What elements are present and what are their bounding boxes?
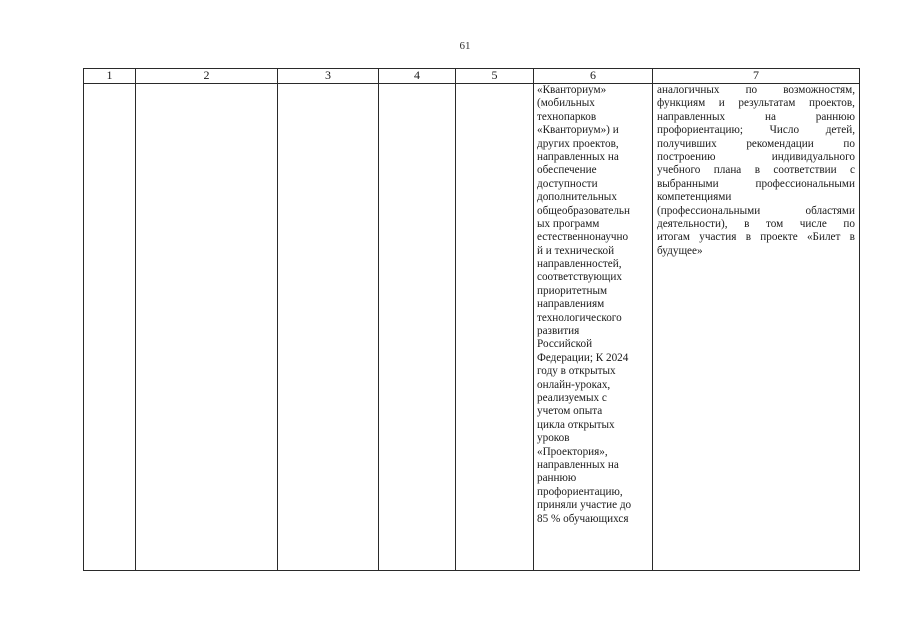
- col6-line: приняли участие до: [537, 499, 632, 512]
- col-divider-5: [533, 68, 534, 571]
- col6-line: дополнительных: [537, 191, 617, 204]
- column-number-6: 6: [590, 68, 596, 82]
- col-divider-4: [455, 68, 456, 571]
- col7-word: «Билет: [806, 231, 841, 244]
- col7-line: компетенциями: [657, 191, 732, 204]
- col6-line: 85 % обучающихся: [537, 512, 629, 525]
- col7-word: аналогичных: [657, 84, 720, 96]
- cell-col6-text: [537, 84, 651, 526]
- col7-line: [657, 218, 855, 231]
- col7-word: возможностям,: [783, 84, 855, 96]
- col6-line: обеспечение: [537, 164, 597, 177]
- col7-line: [657, 97, 855, 110]
- column-number-1: 1: [106, 68, 113, 82]
- col6-line: году в открытых: [537, 365, 616, 378]
- column-number-3: 3: [325, 68, 331, 82]
- col7-word: в: [849, 231, 855, 244]
- column-number-4: 4: [414, 68, 420, 82]
- col7-line: [657, 164, 855, 177]
- col6-line: (мобильных: [537, 97, 595, 110]
- table-bottom-border: [83, 570, 860, 571]
- col6-line: технопарков: [537, 110, 597, 123]
- col6-line: «Кванториум»: [537, 84, 607, 96]
- col7-word: в: [754, 164, 760, 177]
- page-number: 61: [459, 40, 471, 52]
- col7-word: детей,: [825, 124, 855, 137]
- col6-line: направленных на: [537, 458, 619, 471]
- col7-word: в: [744, 217, 750, 230]
- col7-word: соответствии: [773, 164, 837, 177]
- col7-word: с: [850, 164, 855, 177]
- col7-word: на: [764, 110, 776, 123]
- col6-line: доступности: [537, 177, 598, 190]
- col7-word: по: [843, 217, 855, 230]
- col7-line: [657, 124, 855, 137]
- col6-line: технологического: [537, 311, 622, 324]
- col7-word: том: [765, 217, 784, 230]
- col6-line: раннюю: [537, 472, 577, 485]
- col-divider-3: [378, 68, 379, 571]
- col7-word: рекомендации: [746, 137, 814, 150]
- col7-word: профессиональными: [755, 177, 855, 190]
- col7-line: будущее»: [657, 244, 703, 257]
- col7-word: результатам: [738, 97, 796, 110]
- col6-line: ых программ: [537, 217, 600, 230]
- col7-line: [657, 151, 855, 164]
- col6-line: естественнонаучно: [537, 231, 629, 244]
- col6-line: направленностей,: [537, 258, 622, 271]
- col6-line: цикла открытых: [537, 418, 615, 431]
- col7-word: проектов,: [808, 97, 855, 110]
- col7-word: числе: [799, 217, 827, 230]
- table-left-border: [83, 68, 84, 571]
- table-right-border: [859, 68, 860, 571]
- col7-word: учебного: [657, 164, 701, 177]
- col6-line: профориентацию,: [537, 485, 623, 498]
- col6-line: «Кванториум») и: [537, 124, 619, 137]
- col6-line: й и технической: [537, 244, 615, 257]
- col7-line: [657, 231, 855, 244]
- col7-line: [657, 178, 855, 191]
- col7-word: получивших: [657, 137, 717, 150]
- col6-line: направленных на: [537, 150, 619, 163]
- col-divider-2: [277, 68, 278, 571]
- col6-line: «Проектория»,: [537, 445, 608, 458]
- col7-word: раннюю: [815, 110, 855, 123]
- col6-line: приоритетным: [537, 284, 608, 297]
- col7-line: [657, 111, 855, 124]
- column-number-2: 2: [203, 68, 210, 82]
- col7-word: индивидуального: [771, 150, 855, 163]
- col-divider-1: [135, 68, 136, 571]
- col6-line: направлениям: [537, 298, 605, 311]
- col7-line: [657, 84, 855, 97]
- col7-word: участия: [699, 231, 737, 244]
- column-number-5: 5: [491, 68, 498, 82]
- col7-word: деятельности),: [657, 217, 728, 230]
- col6-line: реализуемых с: [537, 391, 607, 404]
- col7-word: по: [745, 84, 758, 96]
- col7-word: Число: [769, 124, 800, 137]
- col7-word: по: [843, 137, 855, 150]
- col6-line: уроков: [537, 432, 570, 445]
- col7-word: и: [718, 97, 725, 110]
- col6-line: общеобразовательн: [537, 204, 630, 217]
- col7-line: [657, 205, 855, 218]
- col7-word: функциям: [657, 97, 706, 110]
- col6-line: онлайн-уроках,: [537, 378, 611, 391]
- col6-line: Федерации; К 2024: [537, 351, 629, 364]
- col6-line: соответствующих: [537, 271, 623, 284]
- col7-word: выбранными: [657, 177, 719, 190]
- col7-word: направленных: [657, 110, 726, 123]
- col6-line: других проектов,: [537, 137, 619, 150]
- col6-line: учетом опыта: [537, 405, 603, 418]
- col7-word: областями: [805, 204, 855, 217]
- col6-line: развития: [537, 325, 580, 338]
- col7-word: (профессиональными: [657, 204, 761, 217]
- column-number-7: 7: [753, 68, 759, 82]
- col7-word: в: [745, 231, 751, 244]
- col7-word: профориентацию;: [657, 124, 743, 137]
- col-divider-6: [652, 68, 653, 571]
- cell-col7-text: [657, 84, 855, 258]
- col7-word: построению: [657, 150, 716, 163]
- col7-word: итогам: [657, 231, 690, 244]
- col6-line: Российской: [537, 338, 593, 351]
- col7-line: [657, 138, 855, 151]
- col7-word: плана: [713, 164, 742, 177]
- col7-word: проекте: [760, 231, 798, 244]
